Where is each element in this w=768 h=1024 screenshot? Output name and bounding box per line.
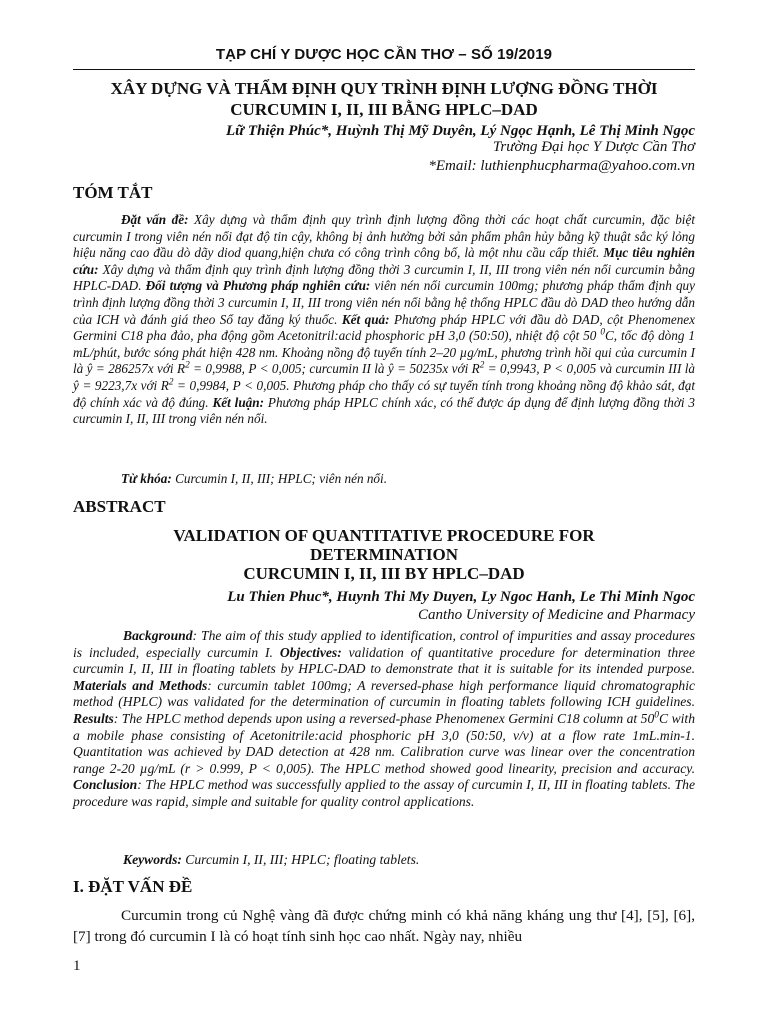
english-abstract [73,628,695,811]
superscript: 0 [600,326,605,337]
vn-results-text: = 0,9943, P < 0,005 và curcumin III là ŷ = 9223,7x với R [73,361,695,393]
vietnamese-authors: Lữ Thiện Phúc*, Huỳnh Thị Mỹ Duyên, Lý Ngọc Hạnh, Lê Thị Minh Ngọc [225,123,695,139]
vn-objective-label: Mục tiêu nghiên cứu: [73,245,696,277]
vn-conclusion-label: Kết luận: [212,394,264,410]
introduction-text: Curcumin trong củ Nghệ vàng đã được chứng minh có khả năng kháng ung thư [4], [5], [6], [7] trong đó curcumin I là có hoạt tính sinh học cao nhất. Ngày nay, nhiều [73,907,695,945]
vn-results-text: C, tốc độ dòng 1 mL/phút, bước sóng phát hiện 428 nm. Khoảng nồng độ tuyến tính 2–20 µg/mL, phương trình hồi qui của curcumin I là ŷ = 286257x với R [73,328,695,377]
en-methods-text: : curcumin tablet 100mg; A reversed-phase high performance liquid chromatographic method (HPLC) was validated for the determination of curcumin in floating tablets following ICH guidelines. [73,677,695,710]
english-affiliation: Cantho University of Medicine and Pharmacy [417,607,695,623]
english-keywords [123,852,419,868]
vn-keywords-label: Từ khóa: [121,471,172,486]
en-results-text: C with a mobile phase consisting of Acetonitrile:acid phosphoric pH 3,0 (50:50, v/v) at a flow rate 1mL.min-1. Quantitation was achieved by DAD detection at 428 nm. Calibration curve was linear over the concentration range 2-20 µg/mL (r > 0.999, P < 0,005). The HPLC method showed good linearity, precision and accuracy. [73,710,695,776]
introduction-heading: I. ĐẶT VẤN ĐỀ [73,877,193,896]
superscript: 2 [185,359,190,370]
english-authors: Lu Thien Phuc*, Huynh Thi My Duyen, Ly Ngoc Hanh, Le Thi Minh Ngoc [227,589,695,605]
journal-header: TẠP CHÍ Y DƯỢC HỌC CẦN THƠ – SỐ 19/2019 [215,46,553,63]
vn-keywords-text: Curcumin I, II, III; HPLC; viên nén nổi. [171,471,387,486]
summary-heading: TÓM TẮT [73,183,153,202]
abstract-heading: ABSTRACT [73,497,166,516]
vn-results-text: = 0,9988, P < 0,005; curcumin II là ŷ = 50235x với R [189,361,480,377]
en-objective-text: validation of quantitative procedure for determination three curcumin I, II, III in floating tablets by HPLC-DAD to demonstrate that it is suitable for its intended purpose. [73,644,695,677]
vn-background-text: Xây dựng và thẩm định quy trình định lượng đồng thời các hoạt chất curcumin, đặc biệt curcumin I trong viên nén nổi đạt độ tin cậy, không bị ảnh hưởng bởi sản phẩm phân hủy bằng kỹ thuật sắc ký lỏng hiệu năng cao đầu dò dãy diod quang,hiện chưa có công trình công bố, là một nhu cầu cấp thiết. [73,212,695,261]
vietnamese-affiliation: Trường Đại học Y Dược Cần Thơ [492,139,695,155]
vn-results-text: Phương pháp HPLC với đầu dò DAD, cột Phenomenex Germini C18 pha đảo, pha động gồm Acetonitril:acid phosphoric pH 3,0 (50:50), nhiệt độ cột 50 [73,311,695,344]
en-results-text: : The HPLC method depends upon using a reversed-phase Phenomenex Germini C18 column at 50 [113,710,655,726]
en-conclusion-label: Conclusion [73,777,138,793]
en-background-text: : The aim of this study applied to identification, control of impurities and assay procedures is included, especially curcumin I. [73,628,695,660]
page-number: 1 [73,958,81,974]
author-email: *Email: luthienphucpharma@yahoo.com.vn [428,158,695,174]
superscript: 2 [168,376,174,387]
vietnamese-title [60,78,708,120]
vn-methods-text: viên nén nổi curcumin 100mg; phương pháp thẩm định quy trình định lượng đồng thời 3 curcumin I, II, III trong viên nén nổi bằng hệ thống HPLC đầu dò DAD theo hướng dẫn của ICH và đánh giá theo Sổ tay đăng ký thuốc. [73,278,695,327]
vn-results-text: = 0,9984, P < 0,005. Phương pháp cho thấy có sự tuyến tính trong khoảng nồng độ khảo sát, đạt độ chính xác và độ đúng. [73,377,695,410]
vietnamese-title-line-1: XÂY DỰNG VÀ THẨM ĐỊNH QUY TRÌNH ĐỊNH LƯỢNG ĐỒNG THỜI [110,79,658,98]
vn-background-label: Đặt vấn đề: [121,212,189,227]
english-title-line-2: DETERMINATION [310,545,458,564]
english-title-line-3: CURCUMIN I, II, III BY HPLC–DAD [243,564,525,583]
vietnamese-keywords [121,471,387,487]
vietnamese-title-line-2: CURCUMIN I, II, III BẰNG HPLC–DAD [230,100,538,119]
vn-results-label: Kết quả: [341,311,390,327]
vn-objective-text: Xây dựng và thẩm định quy trình định lượng đồng thời 3 curcumin I, II, III trong viên nén nổi curcumin bằng HPLC-DAD. [73,261,695,294]
en-objective-label: Objectives: [279,644,342,660]
en-results-label: Results [73,710,114,726]
vietnamese-abstract [73,212,695,428]
vn-methods-label: Đối tượng và Phương pháp nghiên cứu: [145,278,371,294]
en-keywords-text: Curcumin I, II, III; HPLC; floating tablets. [181,852,420,867]
en-conclusion-text: : The HPLC method was successfully applied to the assay of curcumin I, II, III in floating tablets. The procedure was rapid, simple and suitable for quality control applications. [73,777,695,809]
superscript: 2 [479,359,485,370]
en-background-label: Background [123,628,193,643]
header-rule [73,69,695,70]
vn-conclusion-text: Phương pháp HPLC chính xác, có thể được áp dụng để định lượng đồng thời 3 curcumin I, II, III trong viên nén nổi. [73,394,696,427]
en-methods-label: Materials and Methods [73,677,208,693]
en-keywords-label: Keywords: [123,852,182,867]
english-title-line-1: VALIDATION OF QUANTITATIVE PROCEDURE FOR [173,526,595,545]
superscript: 0 [654,710,660,721]
english-title [60,526,708,583]
